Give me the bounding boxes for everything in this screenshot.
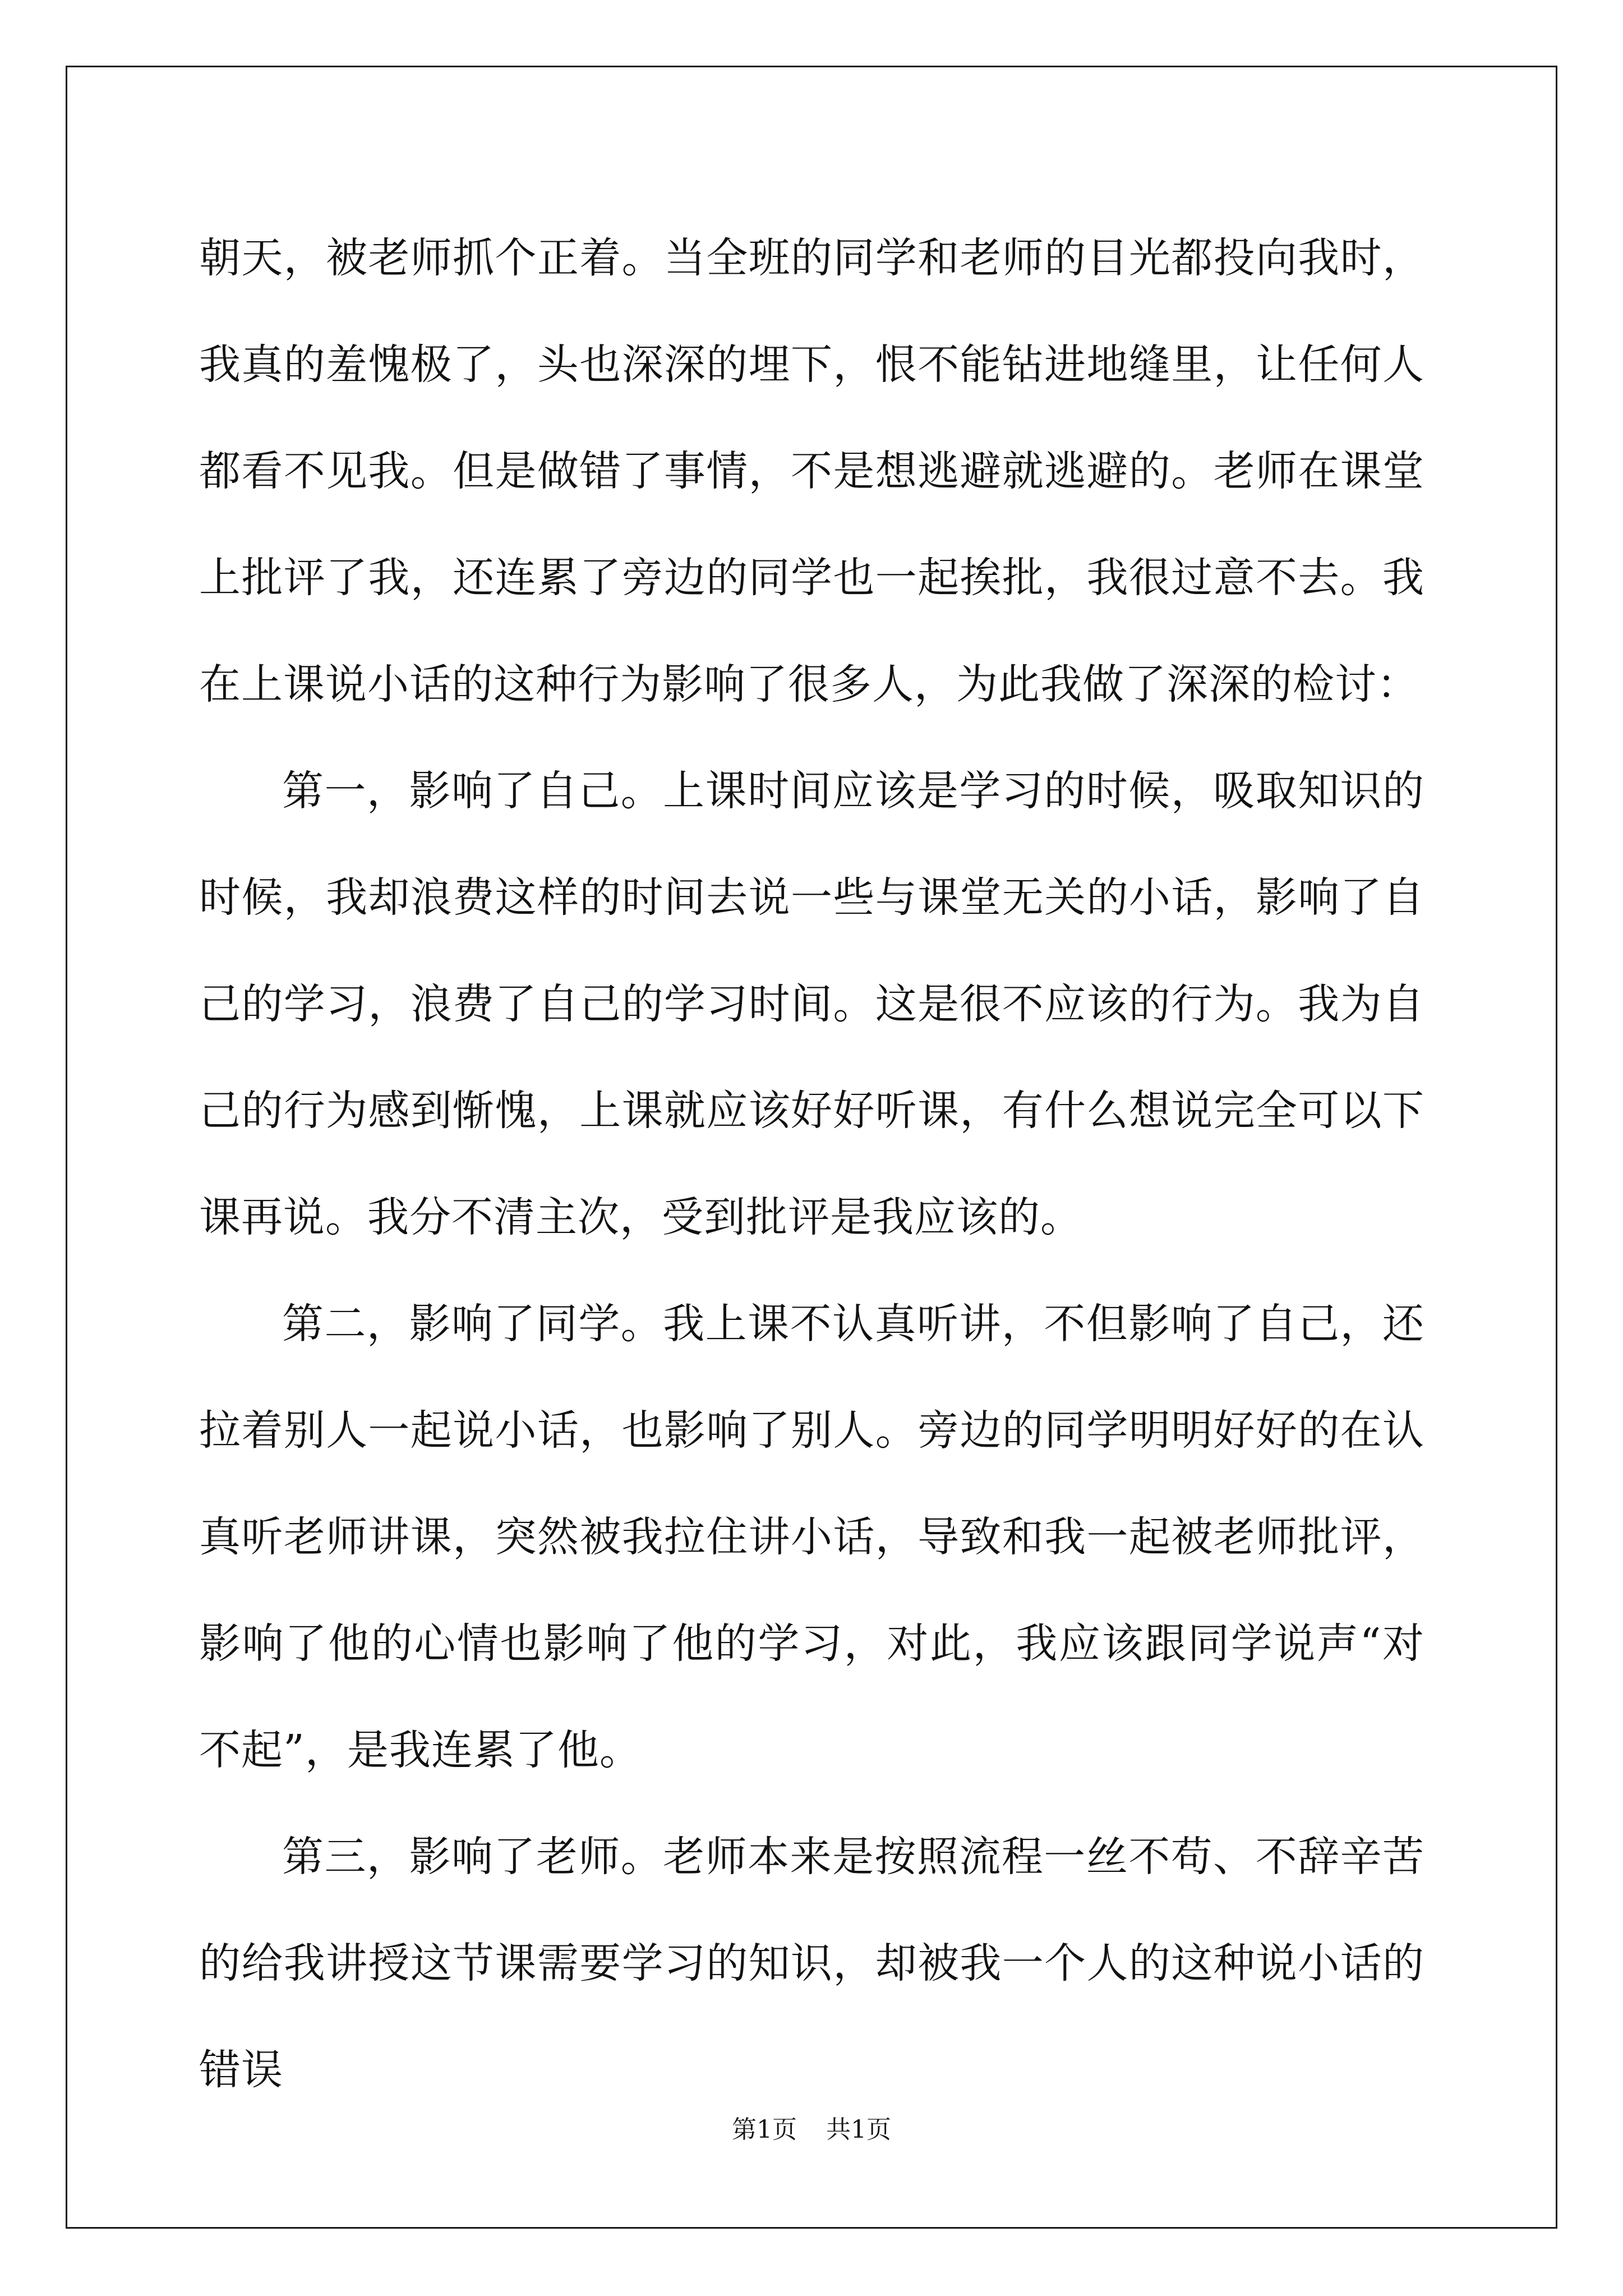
paragraph-first-point: 第一，影响了自己。上课时间应该是学习的时候，吸取知识的时候，我却浪费这样的时间去说一些与课堂无关的小话，影响了自己的学习，浪费了自己的学习时间。这是很不应该的行为。我为自己的行为感到惭愧，上课就应该好好听课，有什么想说完全可以下课再说。我分不清主次，受到批评是我应该的。 [199,767,1424,1241]
paragraph-third-point: 第三，影响了老师。老师本来是按照流程一丝不苟、不辞辛苦的给我讲授这节课需要学习的知识，却被我一个人的这种说小话的错误 [199,1833,1424,2094]
page-footer [0,2109,1623,2145]
paragraph-second-point: 第二，影响了同学。我上课不认真听讲，不但影响了自己，还拉着别人一起说小话，也影响了别人。旁边的同学明明好好的在认真听老师讲课，突然被我拉住讲小话，导致和我一起被老师批评，影响了他的心情也影响了他的学习，对此，我应该跟同学说声“对不起”，是我连累了他。 [199,1300,1424,1774]
document-body [199,205,1424,2123]
page-total: 共1页 [826,2115,891,2144]
paragraph-continuation: 朝天，被老师抓个正着。当全班的同学和老师的目光都投向我时，我真的羞愧极了，头也深深的埋下，恨不能钻进地缝里，让任何人都看不见我。但是做错了事情，不是想逃避就逃避的。老师在课堂上批评了我，还连累了旁边的同学也一起挨批，我很过意不去。我在上课说小话的这种行为影响了很多人，为此我做了深深的检讨： [199,234,1424,708]
page-number: 第1页 [732,2115,797,2144]
